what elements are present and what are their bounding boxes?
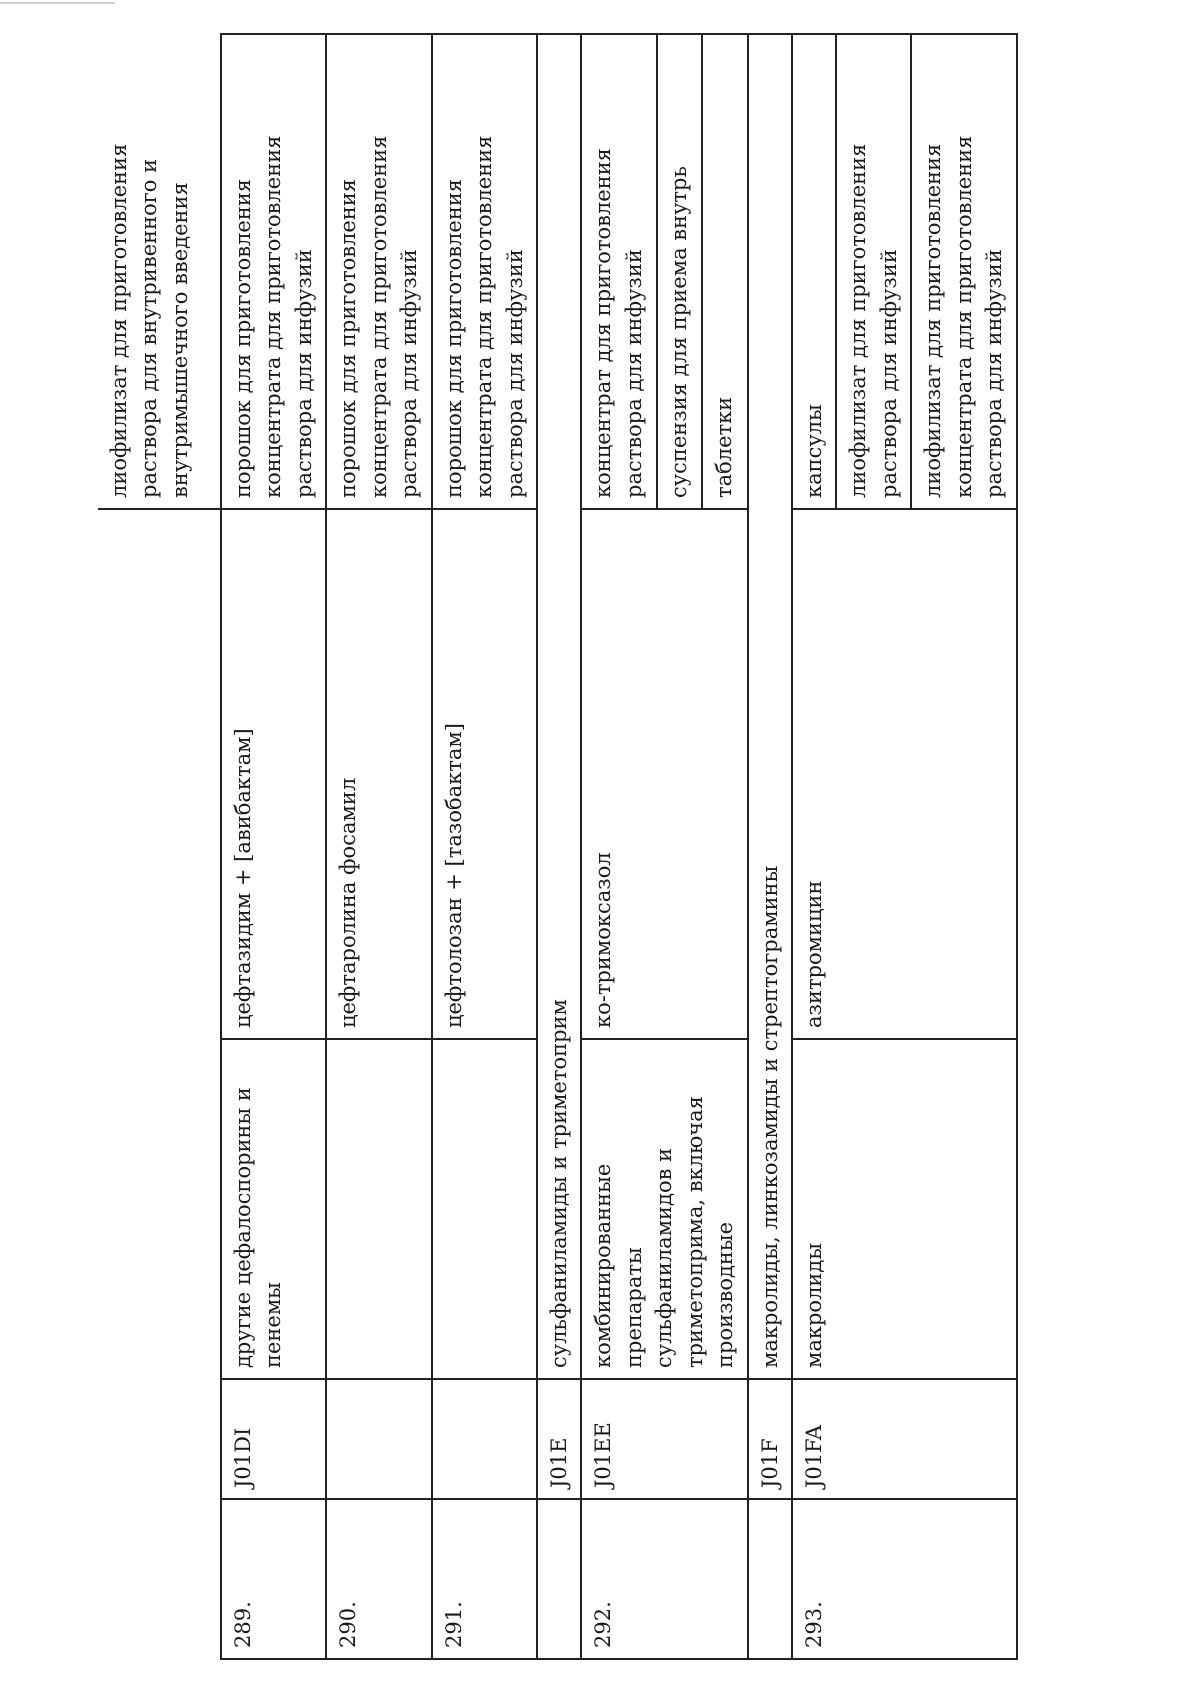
group-cell bbox=[326, 1039, 431, 1379]
group-cell: макролиды, линкозамиды и стрептограмины bbox=[748, 34, 792, 1379]
group-cell bbox=[432, 1039, 537, 1379]
group-cell: макролиды bbox=[792, 1039, 1017, 1379]
code-cell bbox=[432, 1379, 537, 1499]
drug-table bbox=[98, 33, 1018, 1660]
table-row bbox=[221, 34, 326, 1659]
code-cell: J01EE bbox=[581, 1379, 747, 1499]
table-row bbox=[98, 34, 221, 1659]
table-row bbox=[792, 34, 836, 1659]
form-cell: порошок для приготовления концентрата для приготовления раствора для инфузий bbox=[326, 34, 431, 509]
form-cell: концентрат для приготовления раствора для инфузий bbox=[581, 34, 657, 509]
code-cell: J01FA bbox=[792, 1379, 1017, 1499]
table-row bbox=[326, 34, 431, 1659]
drug-cell bbox=[98, 509, 221, 1039]
group-cell: сульфаниламиды и триметоприм bbox=[537, 34, 581, 1379]
num-cell: 289. bbox=[221, 1499, 326, 1659]
num-cell bbox=[537, 1499, 581, 1659]
table-row bbox=[537, 34, 581, 1659]
num-cell: 290. bbox=[326, 1499, 431, 1659]
table-row bbox=[432, 34, 537, 1659]
table-row bbox=[748, 34, 792, 1659]
group-cell bbox=[98, 1039, 221, 1379]
drug-cell: азитромицин bbox=[792, 509, 1017, 1039]
num-cell: 293. bbox=[792, 1499, 1017, 1659]
form-cell: таблетки bbox=[702, 34, 747, 509]
form-cell: порошок для приготовления концентрата для приготовления раствора для инфузий bbox=[221, 34, 326, 509]
code-cell: J01E bbox=[537, 1379, 581, 1499]
num-cell bbox=[748, 1499, 792, 1659]
drug-cell: ко-тримоксазол bbox=[581, 509, 747, 1039]
form-cell: лиофилизат для приготовления концентрата для приготовления раствора для инфузий bbox=[911, 34, 1016, 509]
drug-cell: цефтаролина фосамил bbox=[326, 509, 431, 1039]
code-cell bbox=[98, 1379, 221, 1499]
num-cell bbox=[98, 1499, 221, 1659]
scan-mark bbox=[0, 2, 115, 4]
group-cell: комбинированные препараты сульфаниламидов и триметоприма, включая производные bbox=[581, 1039, 747, 1379]
form-cell: лиофилизат для приготовления раствора для внутривенного и внутримышечного введения bbox=[98, 34, 221, 509]
form-cell: суспензия для приема внутрь bbox=[657, 34, 702, 509]
num-cell: 292. bbox=[581, 1499, 747, 1659]
drug-cell: цефтазидим + [авибактам] bbox=[221, 509, 326, 1039]
form-cell: порошок для приготовления концентрата для приготовления раствора для инфузий bbox=[432, 34, 537, 509]
code-cell bbox=[326, 1379, 431, 1499]
code-cell: J01DI bbox=[221, 1379, 326, 1499]
rotated-document bbox=[98, 35, 1007, 1660]
form-cell: капсулы bbox=[792, 34, 836, 509]
drug-cell: цефтолозан + [тазобактам] bbox=[432, 509, 537, 1039]
code-cell: J01F bbox=[748, 1379, 792, 1499]
group-cell: другие цефалоспорины и пенемы bbox=[221, 1039, 326, 1379]
table-row bbox=[581, 34, 657, 1659]
num-cell: 291. bbox=[432, 1499, 537, 1659]
form-cell: лиофилизат для приготовления раствора для инфузий bbox=[836, 34, 911, 509]
